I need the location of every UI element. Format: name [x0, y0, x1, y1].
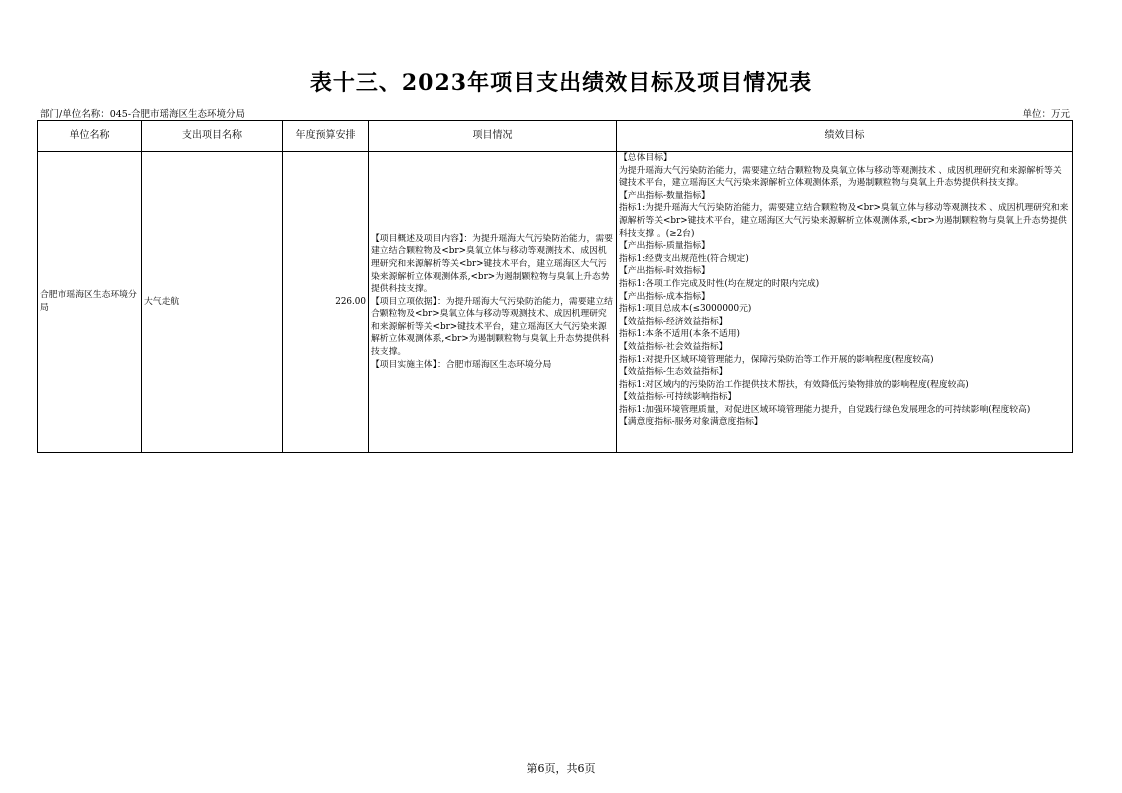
table-header-row [38, 121, 1073, 152]
perf-quantity-indicator: 指标1:为提升瑶海大气污染防治能力，需要建立结合颗粒物及<br>臭氧立体与移动等观测技术 、成因机理研究和来源解析等关<br>键技术平台，建立瑶海区大气污染来源解析立体观测体系,<br>为遏制颗粒物与臭氧上升态势提供科技支撑 。(≥2台) [619, 203, 1069, 239]
perf-cost-indicator: 指标1:项目总成本(≤3000000元) [619, 304, 752, 315]
header-performance: 绩效目标 [617, 121, 1073, 152]
cell-unit-name: 合肥市瑶海区生态环境分局 [38, 152, 142, 453]
project-info-overview: 【项目概述及项目内容】：为提升瑶海大气污染防治能力，需要建立结合颗粒物及<br>臭氧立体与移动等观测技术、成因机理研究和来源解析等关<br>键技术平台，建立瑶海区大气污染来源解析立体观测体系,<br>为遏制颗粒物与臭氧上升态势提供科技支撑。 [371, 233, 613, 295]
table-row [38, 152, 1073, 453]
perf-sustainable-heading: 【效益指标-可持续影响指标】 [619, 392, 737, 403]
header-unit-name: 单位名称 [38, 121, 142, 152]
unit-label: 单位：万元 [1022, 109, 1070, 120]
performance-table [37, 120, 1073, 453]
page-title: 表十三、2023年项目支出绩效目标及项目情况表 [309, 70, 813, 96]
perf-social-indicator: 指标1:对提升区域环境管理能力，保障污染防治等工作开展的影响程度(程度较高) [619, 354, 934, 365]
perf-quality-indicator: 指标1:经费支出规范性(符合规定) [619, 253, 749, 264]
cell-budget: 226.00 [283, 152, 369, 453]
perf-timeliness-heading: 【产出指标-时效指标】 [619, 266, 710, 277]
perf-overall-text: 为提升瑶海大气污染防治能力，需要建立结合颗粒物及臭氧立体与移动等观测技术 、成因机理研究和来源解析等关键技术平台，建立瑶海区大气污染来源解析立体观测体系，为遏制颗粒物与臭氧上升态势提供科技支撑。 [619, 165, 1062, 189]
project-info-subject: 【项目实施主体】：合肥市瑶海区生态环境分局 [371, 359, 552, 370]
header-project-info: 项目情况 [369, 121, 617, 152]
perf-social-heading: 【效益指标-社会效益指标】 [619, 341, 728, 352]
perf-economic-indicator: 指标1:本条不适用(本条不适用) [619, 329, 740, 340]
cell-project-name: 大气走航 [142, 152, 283, 453]
perf-sustainable-indicator: 指标1:加强环境管理质量，对促进区域环境管理能力提升，自觉践行绿色发展理念的可持续影响(程度较高) [619, 404, 1031, 415]
performance-list [619, 152, 1070, 450]
perf-quality-heading: 【产出指标-质量指标】 [619, 241, 710, 252]
perf-cost-heading: 【产出指标-成本指标】 [619, 291, 710, 302]
page-footer: 第6页，共6页 [526, 762, 596, 775]
header-project-name: 支出项目名称 [142, 121, 283, 152]
project-info-basis: 【项目立项依据】：为提升瑶海大气污染防治能力，需要建立结合颗粒物及<br>臭氧立体与移动等观测技术、成因机理研究和来源解析等关<br>键技术平台，建立瑶海区大气污染来源解析立体观测体系,<br>为遏制颗粒物与臭氧上升态势提供科技支撑。 [371, 296, 613, 358]
perf-ecological-heading: 【效益指标-生态效益指标】 [619, 367, 728, 378]
header-budget: 年度预算安排 [283, 121, 369, 152]
perf-economic-heading: 【效益指标-经济效益指标】 [619, 316, 728, 327]
department-label: 部门/单位名称：045-合肥市瑶海区生态环境分局 [40, 109, 246, 120]
perf-satisfaction-heading: 【满意度指标-服务对象满意度指标】 [619, 417, 763, 428]
perf-timeliness-indicator: 指标1:各项工作完成及时性(均在规定的时限内完成) [619, 278, 820, 289]
perf-quantity-heading: 【产出指标-数量指标】 [619, 190, 710, 201]
perf-ecological-indicator: 指标1:对区域内的污染防治工作提供技术帮扶，有效降低污染物排放的影响程度(程度较高) [619, 379, 969, 390]
cell-performance [617, 152, 1073, 453]
cell-project-info [369, 152, 617, 453]
perf-overall-heading: 【总体目标】 [619, 153, 672, 163]
